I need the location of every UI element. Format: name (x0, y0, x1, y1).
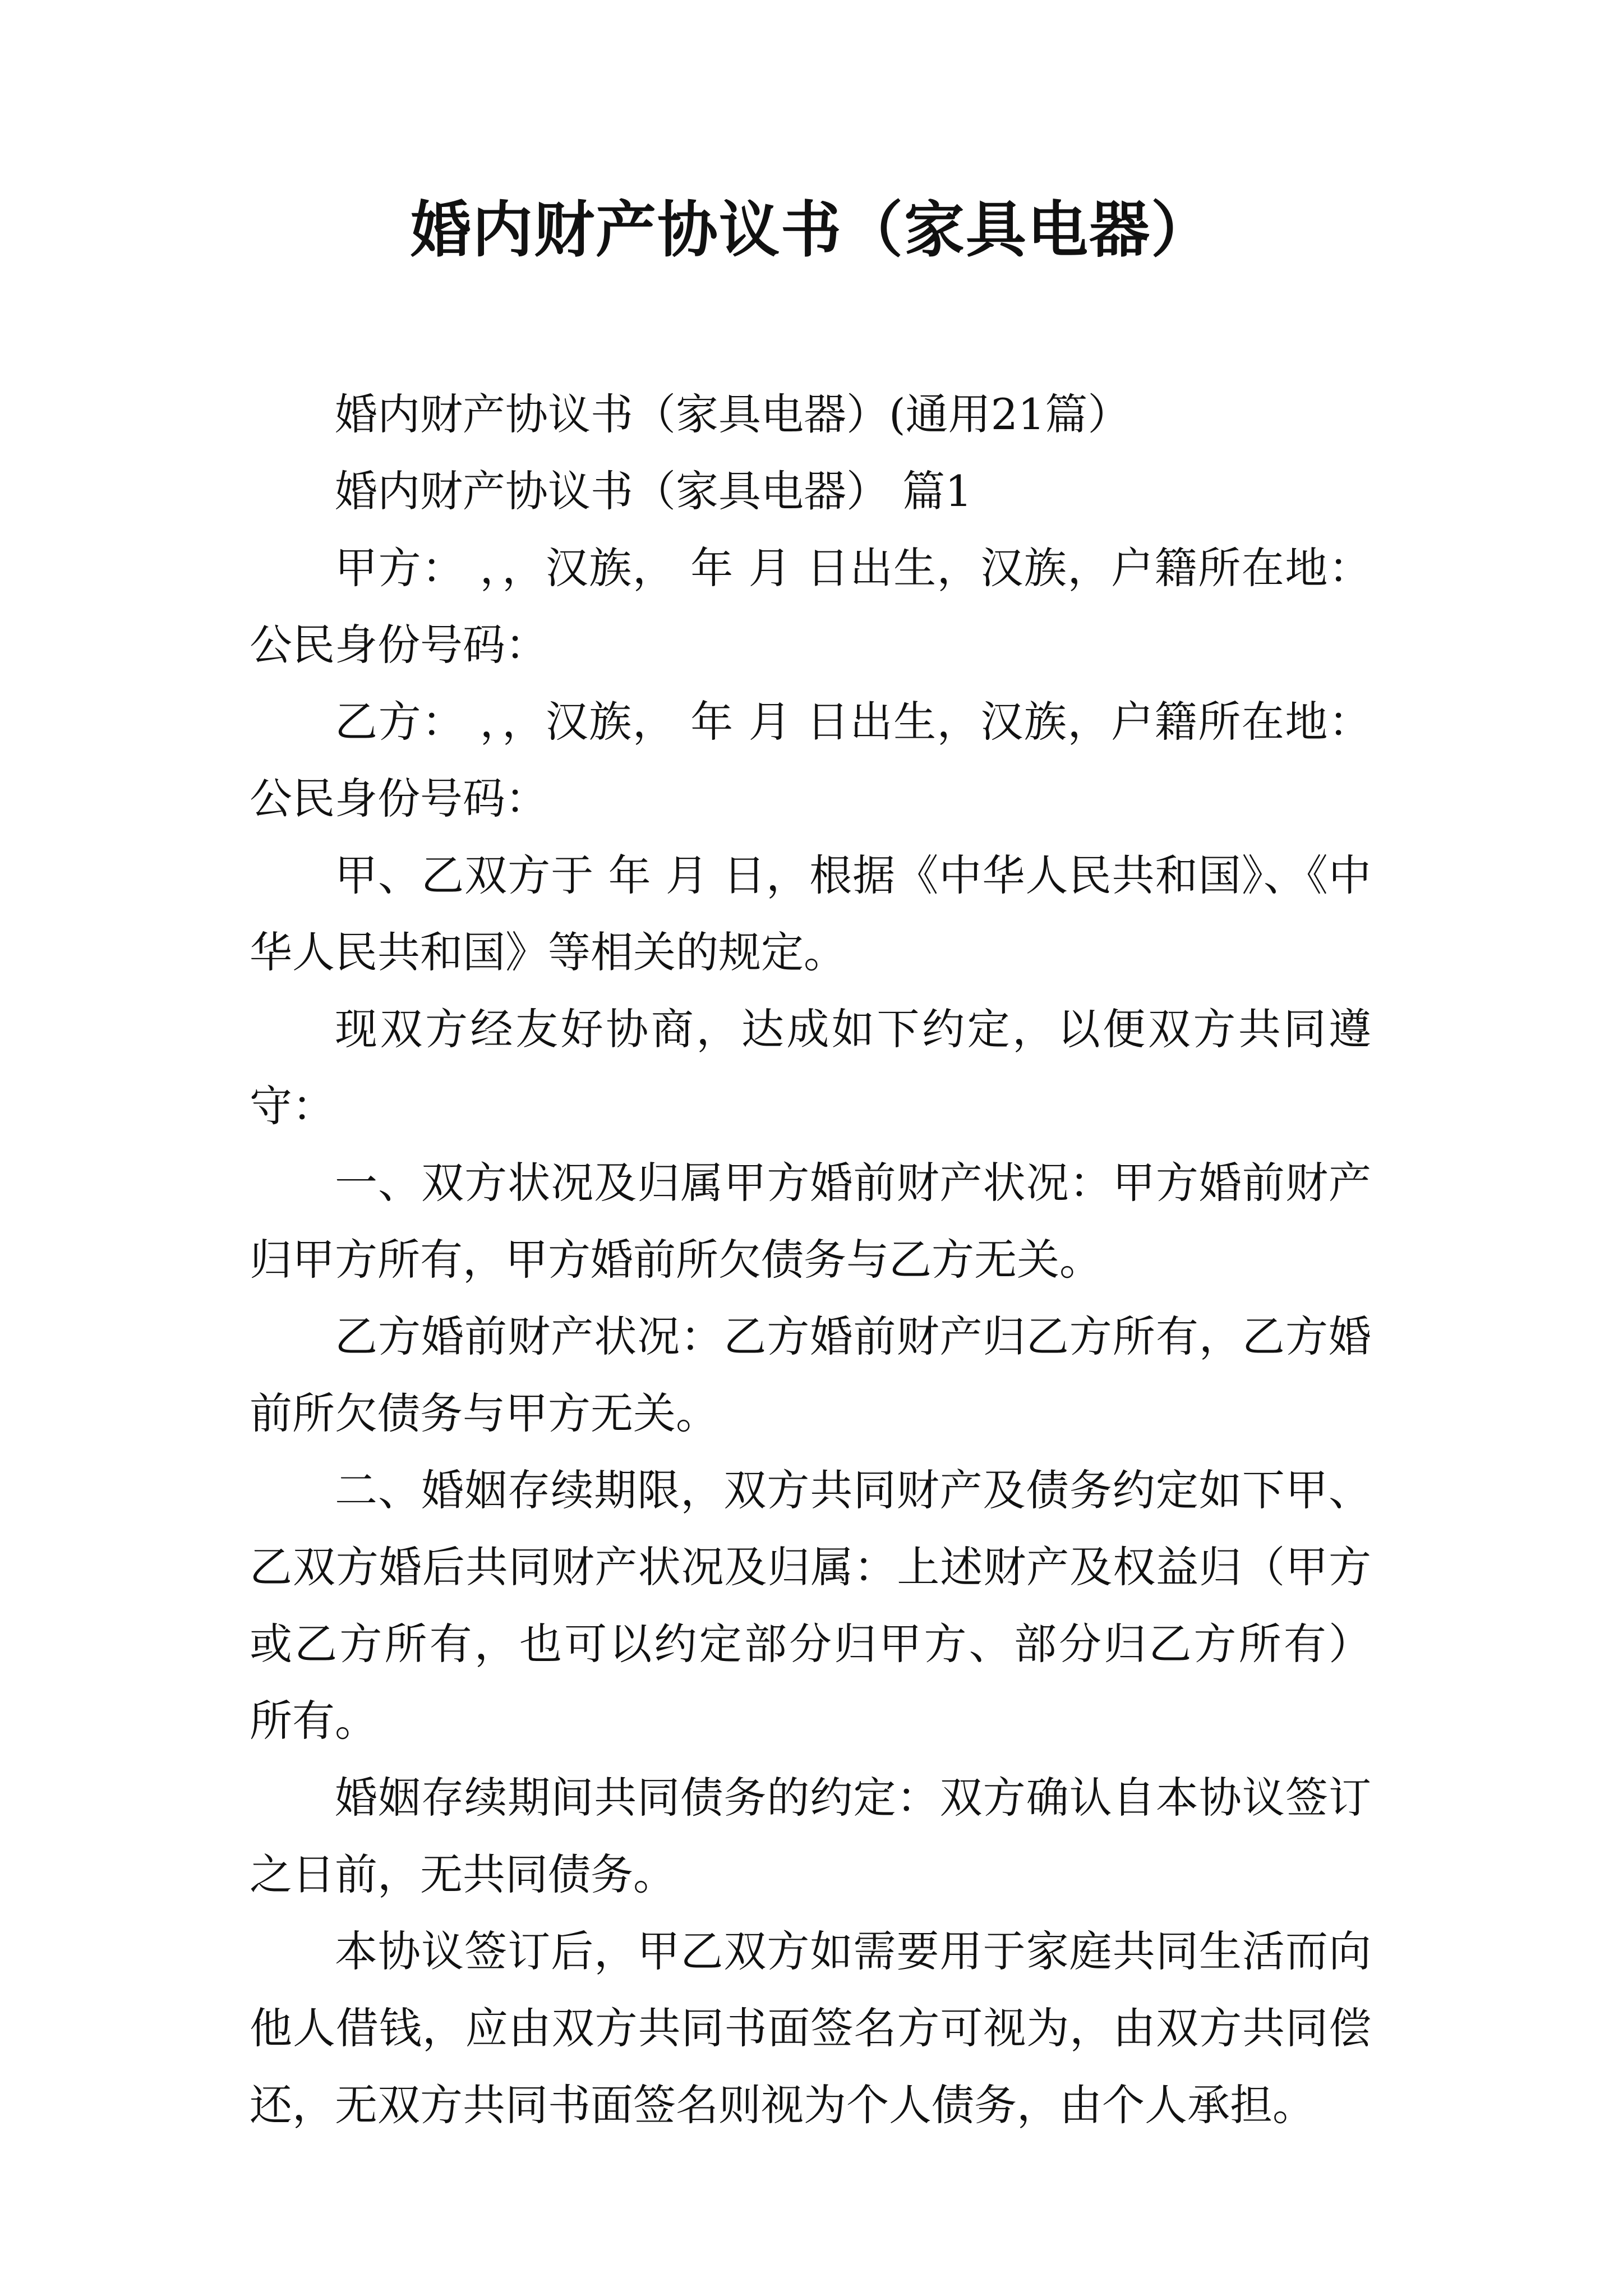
paragraph-agreement-intro: 现双方经友好协商，达成如下约定，以便双方共同遵守： (250, 1004, 1371, 1131)
paragraph-borrowing: 本协议签订后，甲乙双方如需要用于家庭共同生活而向他人借钱，应由双方共同书面签名方可视为，由双方共同偿还，无双方共同书面签名则视为个人债务，由个人承担。 (250, 1926, 1371, 2130)
paragraph-section-heading: 婚内财产协议书（家具电器） 篇1 (335, 466, 972, 516)
paragraph-clause-1b: 乙方婚前财产状况：乙方婚前财产归乙方所有，乙方婚前所欠债务与甲方无关。 (250, 1312, 1371, 1438)
paragraph-clause-1: 一、双方状况及归属甲方婚前财产状况：甲方婚前财产归甲方所有，甲方婚前所欠债务与乙方无关。 (250, 1158, 1371, 1285)
paragraph-legal-basis: 甲、乙双方于 年 月 日，根据《中华人民共和国》、《中华人民共和国》等相关的规定。 (250, 850, 1371, 977)
paragraph-subtitle: 婚内财产协议书（家具电器）(通用21篇） (335, 389, 1131, 439)
paragraph-party-b: 乙方： ，，汉族， 年 月 日出生，汉族，户籍所在地：公民身份号码： (250, 697, 1371, 823)
document-body (250, 376, 1371, 2143)
paragraph-clause-2: 二、婚姻存续期限，双方共同财产及债务约定如下甲、乙双方婚后共同财产状况及归属：上述财产及权益归（甲方或乙方所有，也可以约定部分归甲方、部分归乙方所有） 所有。 (250, 1465, 1371, 1746)
document-title: 婚内财产协议书（家具电器） (410, 195, 1212, 265)
paragraph-joint-debt: 婚姻存续期间共同债务的约定：双方确认自本协议签订之日前，无共同债务。 (250, 1773, 1371, 1899)
paragraph-party-a: 甲方： ，，汉族， 年 月 日出生，汉族，户籍所在地：公民身份号码： (250, 543, 1371, 670)
